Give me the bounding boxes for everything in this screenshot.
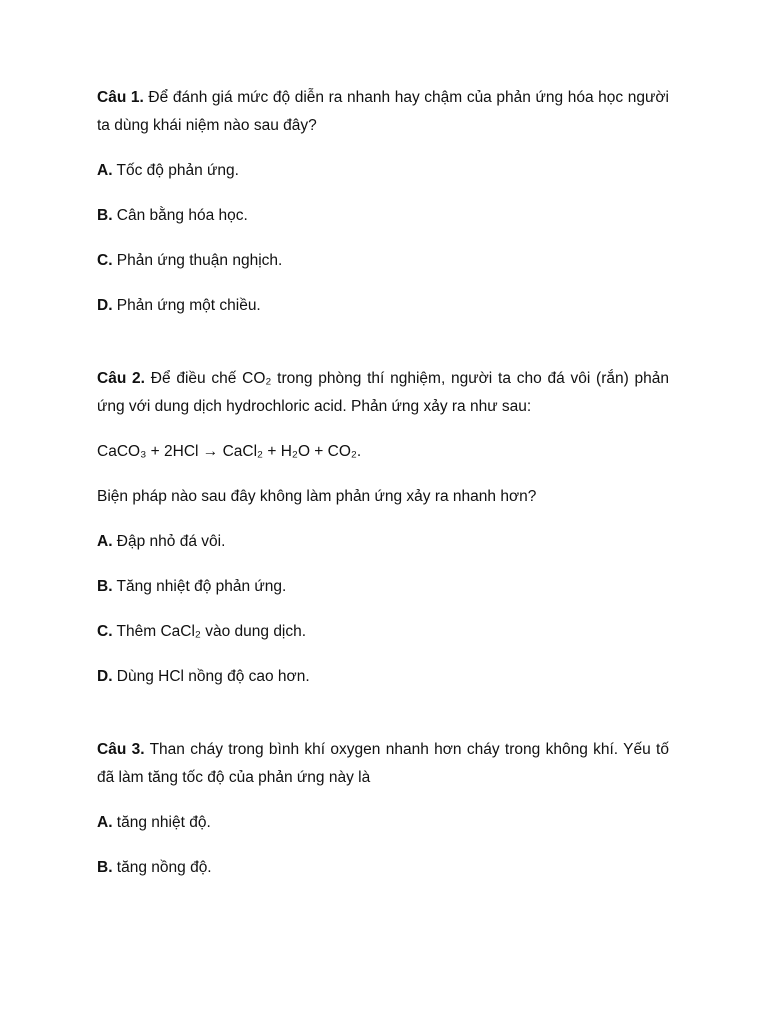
question-3-option-a — [97, 809, 669, 837]
question-2-option-c — [97, 618, 669, 646]
option-text: tăng nhiệt độ. — [112, 814, 211, 831]
question-2-prompt: Biện pháp nào sau đây không làm phản ứng xảy ra nhanh hơn? — [97, 488, 537, 505]
question-3-text: Than cháy trong bình khí oxygen nhanh hơn cháy trong không khí. Yếu tố đã làm tăng tốc độ của phản ứng này là — [97, 741, 669, 786]
option-text: Tốc độ phản ứng. — [112, 162, 239, 179]
question-2-option-d — [97, 663, 669, 691]
option-text: Đập nhỏ đá vôi. — [112, 533, 226, 550]
question-2-stem — [97, 365, 669, 421]
option-text: Cân bằng hóa học. — [112, 207, 248, 224]
option-label: D. — [97, 668, 113, 685]
option-label: D. — [97, 297, 113, 314]
option-text: Phản ứng thuận nghịch. — [112, 252, 283, 269]
question-1-stem — [97, 84, 669, 140]
question-2-option-b — [97, 573, 669, 601]
option-text: Thêm CaCl₂ vào dung dịch. — [112, 623, 307, 640]
question-2-option-a — [97, 528, 669, 556]
option-text: tăng nồng độ. — [112, 859, 212, 876]
option-label: A. — [97, 533, 113, 550]
option-text: Phản ứng một chiều. — [112, 297, 261, 314]
quiz-content — [97, 84, 669, 882]
option-label: C. — [97, 623, 113, 640]
question-1-option-a — [97, 157, 669, 185]
option-text: Tăng nhiệt độ phản ứng. — [112, 578, 287, 595]
option-label: A. — [97, 162, 113, 179]
option-label: B. — [97, 578, 113, 595]
question-1-label: Câu 1. — [97, 89, 144, 106]
question-1-option-b — [97, 202, 669, 230]
question-1-option-c — [97, 247, 669, 275]
option-label: B. — [97, 207, 113, 224]
option-label: B. — [97, 859, 113, 876]
question-2-label: Câu 2. — [97, 370, 145, 387]
question-1-text: Để đánh giá mức độ diễn ra nhanh hay chậm của phản ứng hóa học người ta dùng khái niệm nào sau đây? — [97, 89, 670, 134]
question-2-text: Để điều chế CO₂ trong phòng thí nghiệm, người ta cho đá vôi (rắn) phản ứng với dung dịch hydrochloric acid. Phản ứng xảy ra như sau: — [97, 370, 670, 415]
option-text: Dùng HCl nồng độ cao hơn. — [112, 668, 310, 685]
question-3-stem — [97, 736, 669, 792]
option-label: C. — [97, 252, 113, 269]
reaction-equation: CaCO₃ + 2HCl → CaCl₂ + H₂O + CO₂. — [97, 443, 362, 460]
question-1-option-d — [97, 292, 669, 320]
question-3-option-b — [97, 854, 669, 882]
question-3-label: Câu 3. — [97, 741, 145, 758]
option-label: A. — [97, 814, 113, 831]
